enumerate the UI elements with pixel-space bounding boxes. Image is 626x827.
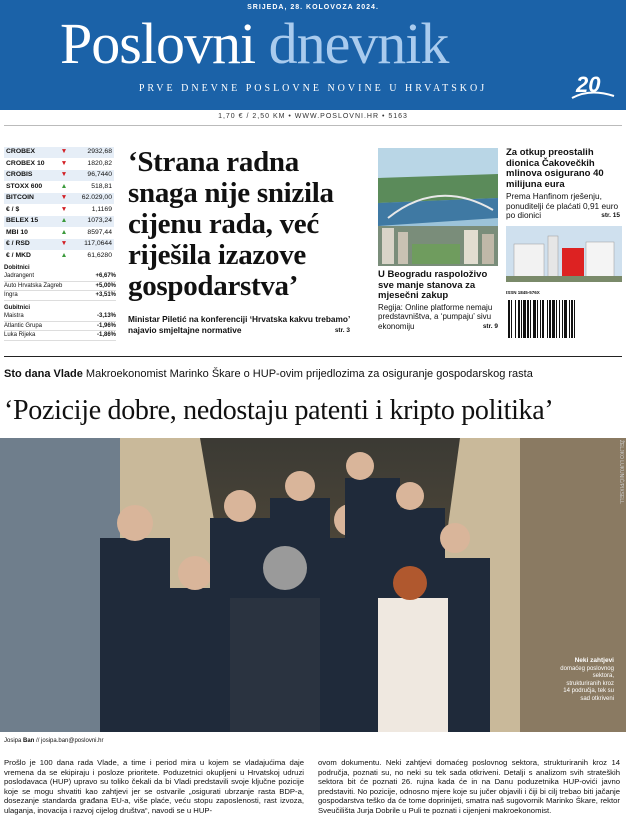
- loser-row: Atlantic Grupa -1,96%: [4, 322, 116, 332]
- market-row: [4, 159, 114, 171]
- article-column-2: ovom dokumentu. Neki zahtjevi domaćeg poslovnog sektora, strukturiranih kroz 14 područja, poznati su, no neki su tek sada otkriveni. Detalji s analizom svih strateških sektora bit će poznati 26. rujna kada će in na Danu poduzetnika HUP-ovići javno predstaviti. No pozicije, odnosno mjere koje su jučer objavili i čiji bi cilj trebao biti jačanje gospodarstva teško da će tome doprinijeti, smatra naš sugovornik Marinko Škare, rektor Sveučilišta Jurja Dobrile u Puli te poznati i cijenjeni makroekonomist.: [318, 758, 620, 815]
- market-name: BITCOIN: [6, 194, 34, 201]
- market-name: CROBIS: [6, 171, 33, 178]
- divider: [4, 356, 622, 357]
- market-name: CROBEX: [6, 148, 36, 155]
- arrow-up-icon: ▲: [60, 182, 68, 190]
- caption-title: Neki zahtjevi: [574, 657, 614, 664]
- arrow-down-icon: ▼: [60, 148, 68, 155]
- barcode-icon: [506, 290, 620, 342]
- loser-row: Luka Rijeka -1,86%: [4, 331, 116, 341]
- caption-body: domaćeg poslovnog sektora, strukturiranih kroz 14 područja, tek su sad otkriveni: [560, 665, 614, 702]
- market-value: 96,7440: [87, 171, 112, 178]
- gainers-heading: Dobitnici: [4, 265, 30, 271]
- logo-part1: Poslovni: [60, 11, 269, 76]
- arrow-down-icon: ▼: [60, 171, 68, 178]
- side-story-title: Za otkup preostalih dionica Čakovečkih mlinova osigurano 40 milijuna eura: [506, 147, 604, 190]
- market-value: 1073,24: [87, 217, 112, 224]
- photo-credit-vertical: [613, 440, 623, 520]
- market-value: 8597,44: [87, 228, 112, 236]
- side-story-body: Regija: Online platforme nemaju predstavništva, a ‘pumpaju’ sivu ekonomiju str. 9: [378, 302, 498, 331]
- government-group-photo[interactable]: [0, 438, 626, 732]
- market-row: [4, 239, 114, 251]
- market-row: [4, 170, 114, 182]
- market-name: € / RSD: [6, 240, 30, 247]
- market-row: [4, 251, 114, 263]
- arrow-down-icon: ▼: [60, 159, 68, 167]
- market-value: 62.029,00: [81, 194, 112, 201]
- market-value: 2932,68: [87, 148, 112, 155]
- masthead: [0, 0, 626, 110]
- market-row: [4, 228, 114, 240]
- side-story-mills[interactable]: [506, 148, 620, 221]
- market-row: [4, 193, 114, 205]
- tagline: PRVE DNEVNE POSLOVNE NOVINE U HRVATSKOJ: [138, 83, 488, 94]
- logo-part2: dnevnik: [268, 11, 449, 76]
- market-name: CROBEX 10: [6, 159, 45, 167]
- newspaper-logo[interactable]: [60, 12, 448, 76]
- market-value: 117,0644: [84, 240, 112, 247]
- svg-text:ŽELJKO LUKUNIĆ/PIXSELL: ŽELJKO LUKUNIĆ/PIXSELL: [618, 440, 624, 504]
- market-value: 1,1169: [91, 205, 112, 213]
- gainers-box: [4, 265, 116, 301]
- side-story-title: U Beogradu raspoloživo sve manje stanova za mjesečni zakup: [378, 269, 488, 301]
- author-byline: Josipa Ban // josipa.ban@poslovni.hr: [4, 738, 104, 744]
- market-row: [4, 182, 114, 194]
- mill-photo[interactable]: [506, 226, 622, 282]
- market-name: € / MKD: [6, 251, 31, 259]
- arrow-up-icon: ▲: [60, 251, 68, 259]
- market-name: MBI 10: [6, 228, 28, 236]
- anniversary-number: 20: [576, 72, 601, 97]
- anniversary-badge-icon: [570, 68, 616, 104]
- belgrade-photo[interactable]: [378, 148, 498, 266]
- losers-heading: Gubitnici: [4, 305, 30, 311]
- arrow-down-icon: ▼: [60, 194, 68, 201]
- market-row: [4, 205, 114, 217]
- market-name: € / $: [6, 205, 20, 213]
- market-value: 1820,82: [87, 159, 112, 167]
- photo-caption: [560, 657, 614, 703]
- price-line: 1,70 € / 2,50 KM • WWW.POSLOVNI.HR • 5163: [218, 113, 408, 120]
- issue-date: SRIJEDA, 28. KOLOVOZA 2024.: [247, 4, 379, 11]
- market-value: 518,81: [91, 182, 112, 190]
- article-column-1: Prošlo je 100 dana rada Vlade, a time i period mira u kojem se vladajućima daje vremena da se ekipiraju i posloze prioritete. Poduzetnici okupljeni u Hrvatskoj udruzi poslodavaca (HUP) upravo su toliko čekali da bi Vladi predstavili svoje ključne pozicije koje se mogu shvatiti kao zahtjevi jer se ostvarile „osigurati ubrzanje rasta BDP-a, dosezanje standarda građana EU-a, više plaće, veću stopu zaposlenosti, rast izvoza, ulaganja, inovacija i razvoj cijelog društva“, navodi se u HUP-: [4, 758, 304, 815]
- side-story-belgrade[interactable]: [378, 270, 498, 331]
- market-table: [4, 147, 114, 262]
- lead-headline[interactable]: ‘Strana radna snaga nije snizila cijenu rada, već riješila izazove gospodarstva’: [128, 146, 334, 302]
- market-row: [4, 216, 114, 228]
- market-value: 61,6280: [87, 251, 112, 259]
- arrow-down-icon: ▼: [60, 240, 68, 247]
- market-row: [4, 147, 114, 159]
- gainer-row: Jadrangent +6,67%: [4, 272, 116, 282]
- section-kicker: Sto dana Vlade Makroekonomist Marinko Škare o HUP-ovim prijedlozima za osiguranje gospodarskog rasta: [4, 368, 533, 380]
- market-name: BELEX 15: [6, 217, 39, 224]
- issn: ISSN 1845-576X: [506, 290, 540, 295]
- gainer-row: Auto Hrvatska Zagreb +5,00%: [4, 282, 116, 292]
- lead-subtitle: Ministar Piletić na konferenciji ‘Hrvatska kakvu trebamo’ najavio smjeltajne normative str. 3: [128, 314, 350, 335]
- side-story-body: Prema Hanfinom rješenju, ponuditelji će plaćati 0,91 euro po dionici str. 15: [506, 191, 620, 220]
- divider: [4, 125, 622, 126]
- arrow-up-icon: ▲: [60, 217, 68, 224]
- main-headline[interactable]: ‘Pozicije dobre, nedostaju patenti i kripto politika’: [4, 395, 554, 426]
- page-ref: str. 3: [334, 327, 350, 334]
- arrow-down-icon: ▼: [60, 205, 68, 213]
- arrow-up-icon: ▲: [60, 228, 68, 236]
- losers-box: [4, 305, 116, 341]
- gainer-row: Ingra +3,51%: [4, 291, 116, 301]
- loser-row: Maistra -3,13%: [4, 312, 116, 322]
- market-name: STOXX 600: [6, 182, 43, 190]
